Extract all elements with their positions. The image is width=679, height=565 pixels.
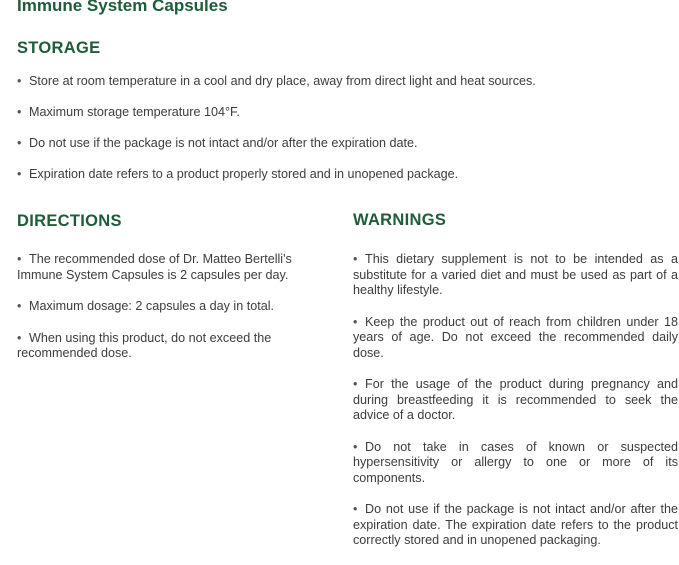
storage-item-text: Store at room temperature in a cool and dry place, away from direct light and heat sources. [29,74,536,88]
bullet-icon: • [17,330,22,345]
page-title: Immune System Capsules [17,0,228,15]
list-item [17,167,672,183]
list-item [17,105,672,121]
bullet-icon: • [17,299,22,313]
storage-list [17,74,672,198]
directions-item-text: The recommended dose of Dr. Matteo Bertelli's Immune System Capsules is 2 capsules per day. [17,252,292,282]
list-item [353,315,678,362]
bullet-icon: • [353,439,358,454]
bullet-icon: • [17,167,22,181]
warnings-item-text: Keep the product out of reach from children under 18 years of age. Do not exceed the recommended daily dose. [353,314,678,360]
warnings-heading: WARNINGS [353,211,447,229]
bullet-icon: • [353,314,358,329]
bullet-icon: • [17,105,22,119]
list-item [353,377,678,424]
bullet-icon: • [353,377,358,391]
directions-item-text: Maximum dosage: 2 capsules a day in total. [29,299,275,313]
warnings-item-text: For the usage of the product during pregnancy and during breastfeeding it is recommended to seek the advice of a doctor. [353,377,678,422]
bullet-icon: • [17,252,22,266]
storage-item-text: Expiration date refers to a product properly stored and in unopened package. [29,167,459,181]
warnings-item-text: Do not take in cases of known or suspected hypersensitivity or allergy to one or more of its components. [353,439,678,485]
bullet-icon: • [353,252,358,266]
list-item [353,252,678,299]
directions-item-text: When using this product, do not exceed the recommended dose. [17,330,272,360]
warnings-item-text: Do not use if the package is not intact and/or after the expiration date. The expiration date refers to the product correctly stored and in unopened packaging. [353,502,678,547]
list-item [353,440,678,487]
warnings-list [353,252,678,565]
storage-item-text: Maximum storage temperature 104°F. [29,105,240,119]
list-item [17,299,339,315]
list-item [17,252,339,283]
list-item [17,74,672,90]
storage-item-text: Do not use if the package is not intact and/or after the expiration date. [29,136,418,150]
bullet-icon: • [17,136,22,150]
storage-heading: STORAGE [17,39,101,57]
list-item [17,331,339,362]
list-item [17,136,672,152]
directions-heading: DIRECTIONS [17,212,122,230]
bullet-icon: • [17,74,22,88]
list-item [353,502,678,549]
directions-list [17,252,339,378]
warnings-item-text: This dietary supplement is not to be intended as a substitute for a varied diet and must be used as part of a healthy lifestyle. [353,252,678,297]
bullet-icon: • [353,502,358,516]
